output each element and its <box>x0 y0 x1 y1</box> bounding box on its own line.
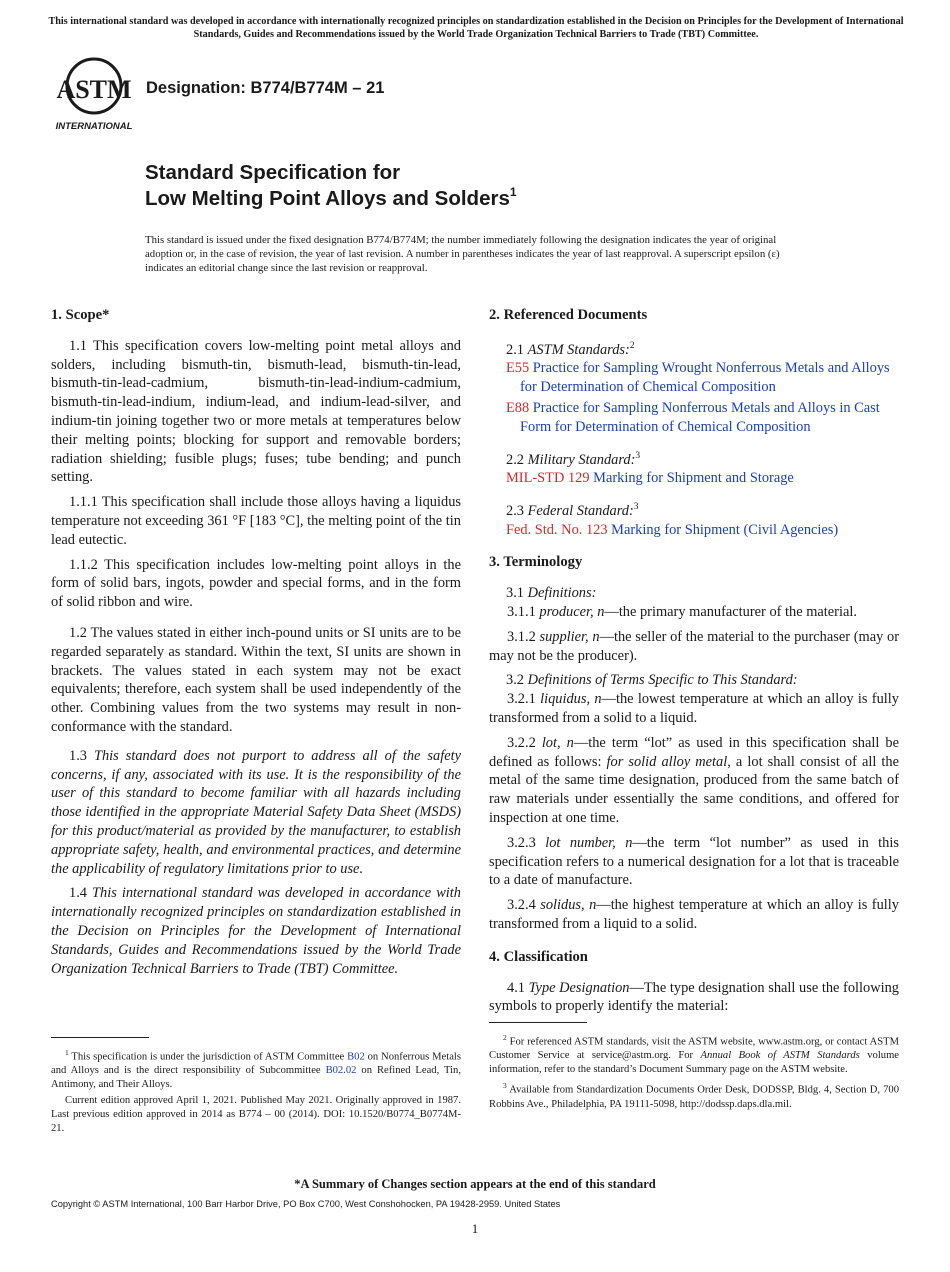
footnotes-left <box>51 1046 461 1138</box>
def-lot-number: 3.2.3 lot number, n—the term “lot number” as used in this specification refers to a numerical designation for a lot that is traceable to a date of manufacture. <box>489 834 899 889</box>
para-1-1-2: 1.1.2 This specification includes low-melting point alloys in the form of solid bars, ingots, powder and special forms, and in the form of solid ribbon and wire. <box>51 556 461 611</box>
ref-mil-std-129[interactable]: MIL-STD 129 Marking for Shipment and Storage <box>506 470 794 487</box>
right-column <box>489 306 899 1022</box>
def-supplier: 3.1.2 supplier, n—the seller of the material to the purchaser (may or may not be the producer). <box>489 628 899 664</box>
para-3-1: 3.1 Definitions: <box>506 585 597 602</box>
para-3-2: 3.2 Definitions of Terms Specific to This Standard: <box>506 672 798 689</box>
left-column <box>51 306 461 984</box>
def-solidus: 3.2.4 solidus, n—the highest temperature at which an alloy is fully transformed from a liquid to a solid. <box>489 897 899 932</box>
copyright-line: Copyright © ASTM International, 100 Barr Harbor Drive, PO Box C700, West Conshohocken, PA 19428-2959. United States <box>51 1199 561 1209</box>
footnote-1: $^1$ This specification is under the jurisdiction of ASTM Committee B02 on Nonferrous Metals and Alloys and is the direct responsibility of Subcommittee B02.02 on Refined Lead, Tin, Antimony, and Their Alloys. <box>51 1048 461 1091</box>
title-footnote-mark[interactable]: 1 <box>509 185 517 199</box>
link-b02[interactable]: B02 <box>347 1051 365 1063</box>
ref-e55[interactable]: E55 Practice for Sampling Wrought Nonferrous Metals and Alloys for Determination of Chemical Composition <box>506 360 890 396</box>
logo-international: INTERNATIONAL <box>55 121 133 132</box>
para-2-3: 2.3 Federal Standard:$^3$ <box>506 501 639 519</box>
para-1-3: 1.3 This standard does not purport to address all of the safety concerns, if any, associated with its use. It is the responsibility of the user of this standard to become familiar with all hazards including those identified in the appropriate Material Safety Data Sheet (MSDS) for this product/material as provided by the manufacturer, to establish appropriate safety, health, and environmental practices, and determine the applicability of regulatory limitations prior to use. <box>51 747 461 877</box>
footnote-3: $^3$ Available from Standardization Documents Order Desk, DODSSP, Bldg. 4, Section D, 700 Robbins Ave., Philadelphia, PA 19111-5098, http://dodssp.daps.dla.mil. <box>489 1081 899 1110</box>
def-producer: 3.1.1 producer, n—the primary manufacturer of the material. <box>507 603 857 620</box>
astm-logo-icon <box>56 59 133 132</box>
para-2-2: 2.2 Military Standard:$^3$ <box>506 450 641 468</box>
footnotes-right <box>489 1031 899 1114</box>
link-b02-02[interactable]: B02.02 <box>325 1065 357 1077</box>
para-1-1-1: 1.1.1 This specification shall include those alloys having a liquidus temperature not exceeding 361 °F [183 °C], the melting point of the tin lead eutectic. <box>51 494 461 548</box>
tbt-banner: This international standard was developed in accordance with internationally recognized principles on standardization established in the Decision on Principles for the Development of International Standards, Guides and Recommendations issued by the World Trade Organization Technical Barriers to Trade (TBT) Committee. <box>48 16 904 40</box>
def-lot: 3.2.2 lot, n—the term “lot” as used in this specification shall be defined as follows: for solid alloy metal, a lot shall consist of all the metal of the same time designation, produced from the same batch of raw materials under essentially the same conditions, and offered for inspection at one time. <box>489 734 900 826</box>
section-heading-terminology: 3. Terminology <box>489 554 583 571</box>
document-title <box>145 160 517 212</box>
section-heading-scope: 1. Scope* <box>51 307 110 323</box>
ref-fed-std-123[interactable]: Fed. Std. No. 123 Marking for Shipment (Civil Agencies) <box>506 521 839 538</box>
footnote-rule-left <box>51 1037 149 1038</box>
logo-letters: ASTM <box>56 75 132 104</box>
summary-of-changes-note: *A Summary of Changes section appears at the end of this standard <box>294 1177 656 1191</box>
designation: Designation: B774/B774M – 21 <box>146 79 385 97</box>
footnote-2: $^2$ For referenced ASTM standards, visit the ASTM website, www.astm.org, or contact ASTM Customer Service at service@astm.org. For Annual Book of ASTM Standards volume information, refer to the standard’s Document Summary page on the ASTM website. <box>489 1033 900 1076</box>
fn-mark-3b[interactable]: 3 <box>633 501 639 512</box>
para-2-1: 2.1 ASTM Standards:$^2$ <box>506 340 635 358</box>
footnote-rule-right <box>489 1022 587 1023</box>
def-liquidus: 3.2.1 liquidus, n—the lowest temperature at which an alloy is fully transformed from a solid to a liquid. <box>489 691 899 726</box>
title-line-1: Standard Specification for <box>145 161 401 184</box>
title-line-2: Low Melting Point Alloys and Solders$^1$ <box>145 185 517 210</box>
section-heading-classification: 4. Classification <box>489 948 588 965</box>
astm-logo <box>54 56 134 132</box>
section-heading-referenced-documents: 2. Referenced Documents <box>489 307 648 323</box>
fn-mark-2[interactable]: 2 <box>629 340 635 351</box>
page-number: 1 <box>471 1221 479 1236</box>
para-1-4: 1.4 This international standard was developed in accordance with internationally recognized principles on standardization established in the Decision on Principles for the Development of International Standards, Guides and Recommendations issued by the World Trade Organization Technical Barriers to Trade (TBT) Committee. <box>51 885 461 977</box>
issuance-notice: This standard is issued under the fixed designation B774/B774M; the number immediately following the designation indicates the year of original adoption or, in the case of revision, the year of last revision. A number in parentheses indicates the year of last reapproval. A superscript epsilon (ε) indicates an editorial change since the last revision or reapproval. <box>145 234 780 275</box>
ref-e88[interactable]: E88 Practice for Sampling Nonferrous Metals and Alloys in Cast Form for Determination of Chemical Composition <box>506 399 880 435</box>
footnote-1-edition: Current edition approved April 1, 2021. Published May 2021. Originally approved in 1987. Last previous edition approved in 2014 as B774 – 00 (2014). DOI: 10.1520/B0774_B0774M-21. <box>51 1095 461 1135</box>
fn-mark-3a[interactable]: 3 <box>635 450 641 461</box>
para-1-2: 1.2 The values stated in either inch-pound units or SI units are to be regarded separately as standard. Within the text, SI units are shown in brackets. The values stated in each system may not be exact equivalents; therefore, each system shall be used independently of the other. Combining values from the two systems may result in non-conformance with the standard. <box>51 624 461 735</box>
para-1-1: 1.1 This specification covers low-melting point metal alloys and solders, including bismuth-tin, bismuth-lead, bismuth-tin-lead, bismuth-tin-lead-cadmium, bismuth-tin-lead-indium-cadmium, bismuth-tin-lead-indium, indium-lead, and indium-lead-silver, and indium-tin joining together two or more metals at temperatures below their melting points; blocking for support and removable borders; radiation shielding; fusible plugs; fuses; tube bending; and punch setting. <box>51 337 461 486</box>
para-4-1: 4.1 Type Designation—The type designation shall use the following symbols to properly identify the material: <box>489 979 899 1015</box>
